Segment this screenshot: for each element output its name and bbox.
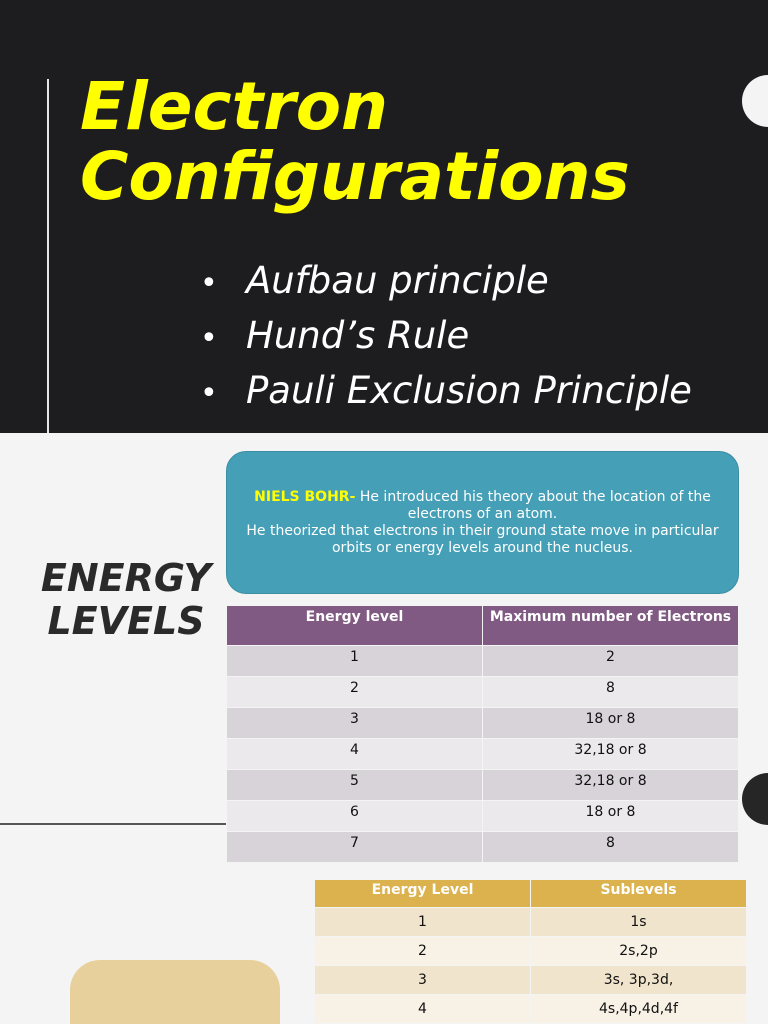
list-item	[200, 255, 692, 310]
principles-list	[200, 255, 692, 420]
column-header: Energy Level	[315, 880, 531, 908]
sublevels-table	[314, 879, 747, 1024]
heading-line-1: ENERGY	[40, 556, 212, 600]
table-cell: 8	[483, 832, 739, 863]
decorative-circle	[742, 75, 768, 127]
table-cell: 1	[227, 646, 483, 677]
horizontal-divider	[0, 823, 226, 825]
bullet-icon: •	[200, 376, 218, 411]
table-cell: 18 or 8	[483, 801, 739, 832]
table-cell: 5	[227, 770, 483, 801]
title-line-2: Configurations	[80, 138, 630, 215]
table-cell: 2	[227, 677, 483, 708]
list-item-text: Pauli Exclusion Principle	[246, 369, 692, 412]
table-row	[315, 966, 747, 995]
table-header-row	[227, 606, 739, 646]
title-slide	[0, 0, 768, 433]
section-heading	[18, 557, 234, 643]
column-header: Sublevels	[531, 880, 747, 908]
table-cell: 1	[315, 908, 531, 937]
list-item-text: Hund’s Rule	[246, 314, 470, 357]
bohr-text-1: He introduced his theory about the location of the electrons of an atom.	[355, 489, 711, 522]
heading-line-2: LEVELS	[47, 599, 205, 643]
energy-levels-slide	[0, 433, 768, 873]
table-cell: 32,18 or 8	[483, 739, 739, 770]
table-row	[315, 995, 747, 1024]
slide-title	[80, 68, 740, 215]
table-cell: 4	[315, 995, 531, 1024]
column-header: Energy level	[227, 606, 483, 646]
table-cell: 2	[315, 937, 531, 966]
table-cell: 3	[227, 708, 483, 739]
table-cell: 4	[227, 739, 483, 770]
table-cell: 8	[483, 677, 739, 708]
table-cell: 2s,2p	[531, 937, 747, 966]
table-cell: 3s, 3p,3d,	[531, 966, 747, 995]
bohr-callout	[226, 451, 739, 594]
bullet-icon: •	[200, 266, 218, 301]
table-cell: 2	[483, 646, 739, 677]
table-cell: 7	[227, 832, 483, 863]
table-row	[227, 708, 739, 739]
table-row	[227, 832, 739, 863]
sublevels-slide	[0, 873, 768, 1024]
table-cell: 18 or 8	[483, 708, 739, 739]
list-item	[200, 310, 692, 365]
bullet-icon: •	[200, 321, 218, 356]
decorative-circle	[742, 773, 768, 825]
column-header: Maximum number of Electrons	[483, 606, 739, 646]
table-row	[227, 646, 739, 677]
table-cell: 1s	[531, 908, 747, 937]
table-row	[315, 908, 747, 937]
table-header-row	[315, 880, 747, 908]
table-cell: 6	[227, 801, 483, 832]
table-cell: 32,18 or 8	[483, 770, 739, 801]
bohr-name: NIELS BOHR-	[254, 489, 356, 505]
bohr-text-2: He theorized that electrons in their ground state move in particular orbits or energy levels around the nucleus.	[246, 523, 719, 556]
table-row	[315, 937, 747, 966]
table-row	[227, 801, 739, 832]
table-cell: 4s,4p,4d,4f	[531, 995, 747, 1024]
decorative-panel	[70, 960, 280, 1024]
table-cell: 3	[315, 966, 531, 995]
list-item	[200, 365, 692, 420]
list-item-text: Aufbau principle	[246, 259, 549, 302]
table-row	[227, 677, 739, 708]
title-line-1: Electron	[80, 68, 389, 145]
table-row	[227, 770, 739, 801]
table-row	[227, 739, 739, 770]
vertical-divider	[47, 79, 49, 433]
energy-level-table	[226, 605, 739, 863]
